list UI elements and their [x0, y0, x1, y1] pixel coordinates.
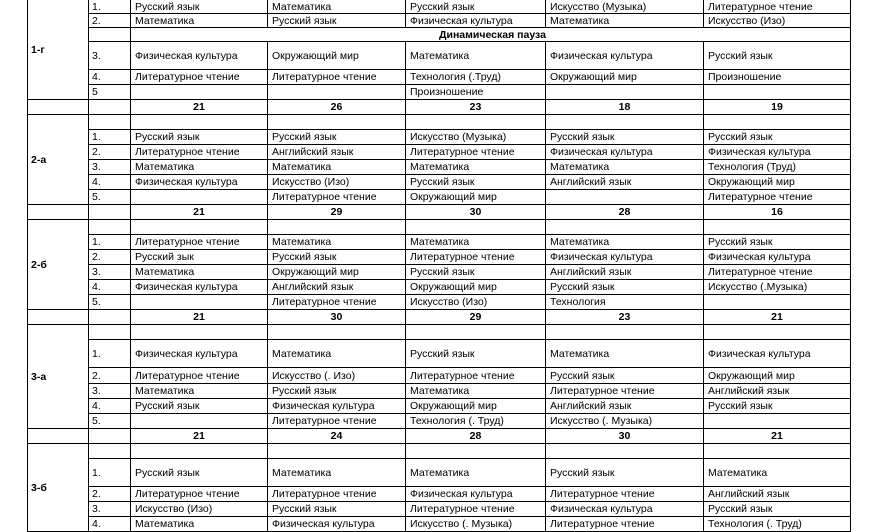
- lesson-cell: Математика: [406, 459, 546, 487]
- lesson-cell: Физическая культура: [546, 42, 704, 70]
- lesson-row: [28, 145, 851, 160]
- lesson-cell: Русский язык: [131, 459, 268, 487]
- weekly-total: 28: [406, 429, 546, 444]
- lesson-row: [28, 70, 851, 85]
- lesson-number: 3.: [89, 265, 131, 280]
- class-spacer-row: [28, 220, 851, 235]
- empty-cell: [28, 310, 89, 325]
- weekly-total: 18: [546, 100, 704, 115]
- schedule-table: [27, 0, 851, 532]
- lesson-cell: Искусство (Изо): [704, 14, 851, 28]
- lesson-cell: Русский язык: [704, 235, 851, 250]
- lesson-number: 2.: [89, 14, 131, 28]
- empty-cell: [704, 444, 851, 459]
- lesson-cell: Математика: [268, 0, 406, 14]
- lesson-cell: Математика: [546, 14, 704, 28]
- lesson-cell: Математика: [268, 340, 406, 368]
- lesson-cell: Математика: [406, 384, 546, 399]
- empty-cell: [546, 325, 704, 340]
- class-spacer-row: [28, 115, 851, 130]
- lesson-row: [28, 250, 851, 265]
- lesson-cell: Литературное чтение: [268, 414, 406, 429]
- lesson-cell: Английский язык: [704, 487, 851, 502]
- lesson-cell: Математика: [268, 235, 406, 250]
- lesson-number: 1.: [89, 459, 131, 487]
- lesson-cell: Искусство (. Музыка): [546, 414, 704, 429]
- weekly-total: 21: [704, 429, 851, 444]
- lesson-cell: Английский язык: [704, 384, 851, 399]
- lesson-cell: Русский язык: [406, 175, 546, 190]
- lesson-cell: Русский язык: [268, 384, 406, 399]
- lesson-cell: Английский язык: [546, 399, 704, 414]
- weekly-total: 29: [406, 310, 546, 325]
- lesson-cell: Физическая культура: [131, 42, 268, 70]
- lesson-cell: Математика: [406, 42, 546, 70]
- weekly-total: 24: [268, 429, 406, 444]
- lesson-cell: Математика: [406, 160, 546, 175]
- lesson-row: [28, 368, 851, 384]
- lesson-cell: Математика: [704, 459, 851, 487]
- lesson-cell: Окружающий мир: [704, 175, 851, 190]
- empty-cell: [131, 220, 268, 235]
- class-name: 3-б: [28, 444, 89, 532]
- lesson-row: [28, 14, 851, 28]
- lesson-cell: Окружающий мир: [546, 70, 704, 85]
- lesson-cell: [131, 414, 268, 429]
- lesson-cell: Искусство (. Музыка): [406, 517, 546, 532]
- lesson-cell: Русский язык: [268, 130, 406, 145]
- lesson-cell: Литературное чтение: [546, 384, 704, 399]
- lesson-cell: Физическая культура: [704, 145, 851, 160]
- lesson-cell: Физическая культура: [268, 399, 406, 414]
- lesson-cell: Технология (.Труд): [406, 70, 546, 85]
- empty-cell: [89, 429, 131, 444]
- lesson-row: [28, 85, 851, 100]
- lesson-cell: Математика: [406, 235, 546, 250]
- lesson-row: [28, 130, 851, 145]
- empty-cell: [89, 310, 131, 325]
- lesson-row: [28, 0, 851, 14]
- lesson-cell: Произношение: [406, 85, 546, 100]
- lesson-row: [28, 295, 851, 310]
- lesson-number: 4.: [89, 517, 131, 532]
- lesson-cell: [131, 190, 268, 205]
- lesson-number: 4.: [89, 399, 131, 414]
- weekly-total: 21: [131, 205, 268, 220]
- empty-cell: [406, 325, 546, 340]
- lesson-row: [28, 190, 851, 205]
- totals-row: [28, 310, 851, 325]
- weekly-total: 19: [704, 100, 851, 115]
- empty-cell: [89, 325, 131, 340]
- lesson-cell: Русский язык: [546, 459, 704, 487]
- lesson-cell: Русский язык: [704, 502, 851, 517]
- lesson-number: 3.: [89, 384, 131, 399]
- class-name: 2-а: [28, 115, 89, 205]
- lesson-cell: Физическая культура: [704, 250, 851, 265]
- lesson-cell: Литературное чтение: [268, 487, 406, 502]
- lesson-cell: Английский язык: [268, 145, 406, 160]
- lesson-number: 3.: [89, 502, 131, 517]
- lesson-cell: Физическая культура: [131, 340, 268, 368]
- lesson-cell: Литературное чтение: [131, 235, 268, 250]
- lesson-cell: [131, 295, 268, 310]
- lesson-cell: [268, 85, 406, 100]
- weekly-total: 23: [406, 100, 546, 115]
- lesson-row: [28, 384, 851, 399]
- lesson-cell: Литературное чтение: [131, 368, 268, 384]
- lesson-row: [28, 414, 851, 429]
- lesson-cell: Русский язык: [406, 340, 546, 368]
- weekly-total: 29: [268, 205, 406, 220]
- class-name: 3-а: [28, 325, 89, 429]
- lesson-cell: Физическая культура: [131, 175, 268, 190]
- lesson-cell: Физическая культура: [268, 517, 406, 532]
- lesson-number: 1.: [89, 235, 131, 250]
- lesson-cell: Математика: [546, 160, 704, 175]
- totals-row: [28, 429, 851, 444]
- lesson-cell: Искусство (Изо): [268, 175, 406, 190]
- lesson-number: 1.: [89, 340, 131, 368]
- lesson-cell: Литературное чтение: [131, 145, 268, 160]
- lesson-cell: Литературное чтение: [704, 0, 851, 14]
- empty-cell: [406, 115, 546, 130]
- lesson-cell: [546, 190, 704, 205]
- empty-cell: [268, 444, 406, 459]
- lesson-cell: Русский зык: [131, 250, 268, 265]
- lesson-cell: Русский язык: [546, 368, 704, 384]
- lesson-cell: Математика: [131, 265, 268, 280]
- empty-cell: [546, 115, 704, 130]
- weekly-total: 30: [406, 205, 546, 220]
- empty-cell: [28, 429, 89, 444]
- lesson-row: [28, 235, 851, 250]
- lesson-cell: Математика: [268, 160, 406, 175]
- lesson-cell: Окружающий мир: [268, 42, 406, 70]
- lesson-cell: Математика: [546, 340, 704, 368]
- empty-cell: [131, 325, 268, 340]
- lesson-cell: Литературное чтение: [268, 70, 406, 85]
- lesson-cell: Физическая культура: [546, 502, 704, 517]
- lesson-cell: Русский язык: [704, 42, 851, 70]
- lesson-row: [28, 175, 851, 190]
- lesson-cell: Математика: [131, 384, 268, 399]
- empty-cell: [131, 115, 268, 130]
- lesson-cell: Русский язык: [704, 130, 851, 145]
- lesson-row: [28, 502, 851, 517]
- schedule-body: [28, 0, 851, 532]
- lesson-cell: Искусство (Музыка): [546, 0, 704, 14]
- empty-cell: [268, 220, 406, 235]
- lesson-row: [28, 399, 851, 414]
- lesson-row: [28, 42, 851, 70]
- lesson-cell: Технология (. Труд): [704, 517, 851, 532]
- lesson-cell: Окружающий мир: [406, 280, 546, 295]
- lesson-cell: Русский язык: [268, 14, 406, 28]
- lesson-cell: Математика: [131, 160, 268, 175]
- lesson-cell: Литературное чтение: [704, 190, 851, 205]
- empty-cell: [131, 444, 268, 459]
- lesson-cell: Физическая культура: [704, 340, 851, 368]
- lesson-row: [28, 459, 851, 487]
- lesson-cell: Технология: [546, 295, 704, 310]
- lesson-cell: Искусство (Музыка): [406, 130, 546, 145]
- class-name: 2-б: [28, 220, 89, 310]
- lesson-cell: Русский язык: [704, 399, 851, 414]
- lesson-cell: Искусство (Изо): [131, 502, 268, 517]
- dynamic-pause-label: Динамическая пауза: [131, 28, 851, 42]
- lesson-number: 5.: [89, 295, 131, 310]
- lesson-cell: Технология (. Труд): [406, 414, 546, 429]
- lesson-number: 4.: [89, 175, 131, 190]
- lesson-number: 5.: [89, 414, 131, 429]
- lesson-cell: Искусство (.Музыка): [704, 280, 851, 295]
- weekly-total: 23: [546, 310, 704, 325]
- lesson-cell: Русский язык: [268, 502, 406, 517]
- lesson-cell: Английский язык: [268, 280, 406, 295]
- lesson-row: [28, 280, 851, 295]
- lesson-cell: [546, 85, 704, 100]
- class-spacer-row: [28, 444, 851, 459]
- empty-cell: [406, 220, 546, 235]
- empty-cell: [28, 205, 89, 220]
- empty-cell: [28, 100, 89, 115]
- empty-cell: [89, 115, 131, 130]
- empty-cell: [268, 325, 406, 340]
- lesson-cell: Литературное чтение: [546, 517, 704, 532]
- lesson-cell: Окружающий мир: [704, 368, 851, 384]
- empty-cell: [406, 444, 546, 459]
- lesson-row: [28, 517, 851, 532]
- lesson-number: 5.: [89, 190, 131, 205]
- lesson-cell: Литературное чтение: [406, 368, 546, 384]
- lesson-number: 2.: [89, 487, 131, 502]
- lesson-cell: Русский язык: [131, 399, 268, 414]
- lesson-cell: Математика: [131, 517, 268, 532]
- empty-cell: [704, 220, 851, 235]
- empty-cell: [268, 115, 406, 130]
- lesson-cell: Русский язык: [131, 0, 268, 14]
- weekly-total: 16: [704, 205, 851, 220]
- lesson-cell: Технология (Труд): [704, 160, 851, 175]
- lesson-cell: [131, 85, 268, 100]
- lesson-cell: Русский язык: [546, 280, 704, 295]
- lesson-number: 2.: [89, 250, 131, 265]
- empty-cell: [546, 220, 704, 235]
- weekly-total: 21: [131, 310, 268, 325]
- lesson-cell: Литературное чтение: [268, 295, 406, 310]
- lesson-cell: Физическая культура: [131, 280, 268, 295]
- empty-cell: [704, 115, 851, 130]
- lesson-number: 3.: [89, 160, 131, 175]
- lesson-number: 3.: [89, 42, 131, 70]
- lesson-cell: Физическая культура: [546, 145, 704, 160]
- lesson-cell: Литературное чтение: [268, 190, 406, 205]
- lesson-cell: [704, 85, 851, 100]
- class-name: 1-г: [28, 0, 89, 100]
- lesson-cell: Русский язык: [268, 250, 406, 265]
- lesson-row: [28, 265, 851, 280]
- lesson-cell: Русский язык: [406, 0, 546, 14]
- lesson-cell: Физическая культура: [406, 14, 546, 28]
- class-spacer-row: [28, 325, 851, 340]
- weekly-total: 28: [546, 205, 704, 220]
- lesson-row: [28, 160, 851, 175]
- lesson-number: 5: [89, 85, 131, 100]
- weekly-total: 21: [704, 310, 851, 325]
- weekly-total: 21: [131, 100, 268, 115]
- lesson-cell: [704, 414, 851, 429]
- lesson-cell: Физическая культура: [546, 250, 704, 265]
- lesson-number: 2.: [89, 145, 131, 160]
- weekly-total: 21: [131, 429, 268, 444]
- lesson-cell: Математика: [131, 14, 268, 28]
- lesson-cell: Произношение: [704, 70, 851, 85]
- lesson-cell: Литературное чтение: [406, 145, 546, 160]
- lesson-cell: Окружающий мир: [406, 190, 546, 205]
- totals-row: [28, 100, 851, 115]
- lesson-row: [28, 487, 851, 502]
- lesson-cell: Окружающий мир: [406, 399, 546, 414]
- lesson-cell: Литературное чтение: [546, 487, 704, 502]
- lesson-cell: [704, 295, 851, 310]
- lesson-cell: Английский язык: [546, 175, 704, 190]
- lesson-number: 4.: [89, 280, 131, 295]
- lesson-number: 2.: [89, 368, 131, 384]
- lesson-cell: Литературное чтение: [131, 487, 268, 502]
- lesson-number: 1.: [89, 130, 131, 145]
- empty-cell: [89, 220, 131, 235]
- lesson-cell: Русский язык: [131, 130, 268, 145]
- lesson-cell: Русский язык: [546, 130, 704, 145]
- empty-cell: [89, 100, 131, 115]
- empty-cell: [546, 444, 704, 459]
- lesson-cell: Окружающий мир: [268, 265, 406, 280]
- lesson-cell: Математика: [268, 459, 406, 487]
- lesson-number: 4.: [89, 70, 131, 85]
- empty-cell: [89, 444, 131, 459]
- lesson-number: 1.: [89, 0, 131, 14]
- totals-row: [28, 205, 851, 220]
- empty-cell: [704, 325, 851, 340]
- empty-cell: [89, 205, 131, 220]
- lesson-cell: Литературное чтение: [406, 502, 546, 517]
- lesson-cell: Физическая культура: [406, 487, 546, 502]
- weekly-total: 26: [268, 100, 406, 115]
- empty-cell: [89, 28, 131, 42]
- pause-row: [28, 28, 851, 42]
- lesson-cell: Русский язык: [406, 265, 546, 280]
- weekly-total: 30: [546, 429, 704, 444]
- lesson-cell: Искусство (. Изо): [268, 368, 406, 384]
- weekly-total: 30: [268, 310, 406, 325]
- lesson-cell: Литературное чтение: [704, 265, 851, 280]
- lesson-cell: Математика: [546, 235, 704, 250]
- lesson-row: [28, 340, 851, 368]
- lesson-cell: Английский язык: [546, 265, 704, 280]
- lesson-cell: Литературное чтение: [131, 70, 268, 85]
- lesson-cell: Искусство (Изо): [406, 295, 546, 310]
- lesson-cell: Литературное чтение: [406, 250, 546, 265]
